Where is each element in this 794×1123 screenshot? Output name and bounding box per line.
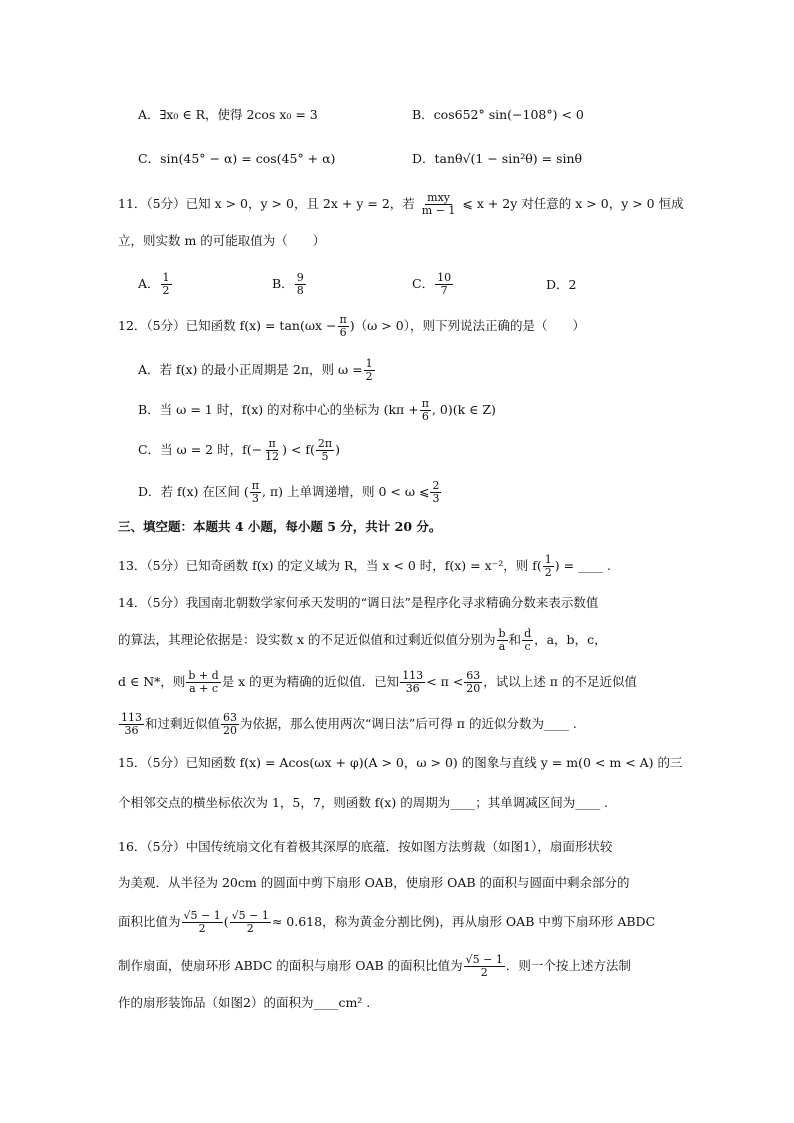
section-heading-fill-in: 三、填空题：本题共 4 小题，每小题 5 分，共计 20 分。 xyxy=(118,519,442,534)
q12-option-d-frac1 xyxy=(250,480,261,505)
q14-line3-f2d: 36 xyxy=(405,682,420,695)
q14-line4-f2d: 20 xyxy=(223,724,238,737)
q14-line3-fn: b + d xyxy=(188,669,219,682)
q12-option-d-num2: 2 xyxy=(432,479,440,492)
q14-line3 xyxy=(118,670,637,695)
q11-fraction xyxy=(420,192,458,217)
q14-line2-f2n: d xyxy=(524,627,532,640)
q14-line4-f2n: 63 xyxy=(223,711,238,724)
q16-line4-post: ．则一个按上述方法制 xyxy=(505,958,631,973)
q16-line4 xyxy=(118,954,631,979)
q14-line2-mid: 和 xyxy=(508,632,522,647)
q15-line2: 个相邻交点的横坐标依次为 1，5，7，则函数 f(x) 的周期为____；其单调减区间为____ . xyxy=(118,795,609,810)
q11-option-a xyxy=(138,272,173,297)
q12-option-c-num2: 2π xyxy=(317,437,333,450)
q14-line4-mid: 和过剩近似值 xyxy=(145,716,221,731)
q12-option-c-den2: 5 xyxy=(321,450,329,463)
q12-stem xyxy=(118,314,585,339)
q16-line3-frac2 xyxy=(230,910,271,935)
q16-line3 xyxy=(118,910,655,935)
q14-line3-f2n: 113 xyxy=(402,669,424,682)
q12-option-d-den2: 3 xyxy=(432,492,440,505)
q10-option-b: B．cos652° sin(−108°) < 0 xyxy=(412,107,584,122)
q14-line4-frac1 xyxy=(119,712,144,737)
q14-line2-f1d: a xyxy=(498,640,506,653)
q11-frac-den: m − 1 xyxy=(421,204,456,217)
q16-line3-f2d: 2 xyxy=(246,922,254,935)
q11-stem-pre: 11．（5分）已知 x > 0，y > 0，且 2x + y = 2，若 xyxy=(118,196,415,211)
q14-line4-fd: 36 xyxy=(124,724,139,737)
q12-option-c-mid: ) < f( xyxy=(282,442,315,457)
q12-stem-num: π xyxy=(339,313,347,326)
q12-option-c-pre: C．当 ω = 2 时，f(− xyxy=(138,442,263,457)
q12-option-c-num1: π xyxy=(268,437,276,450)
q12-stem-den: 6 xyxy=(339,326,347,339)
q11-option-a-num: 1 xyxy=(162,271,170,284)
q14-line2-f2d: c xyxy=(524,640,531,653)
q16-line3-frac1 xyxy=(182,910,223,935)
q15-line1: 15．（5分）已知函数 f(x) = Acos(ωx + φ)(A > 0，ω > 0) 的图象与直线 y = m(0 < m < A) 的三 xyxy=(118,755,683,770)
q16-line4-frac xyxy=(464,954,505,979)
q11-stem-post: ⩽ x + 2y 对任意的 x > 0，y > 0 恒成 xyxy=(462,196,684,211)
q13-frac-den: 2 xyxy=(544,566,552,579)
q16-line3-fn: √5 − 1 xyxy=(183,909,221,922)
q13-stem xyxy=(118,554,611,579)
q11-option-b-label: B． xyxy=(272,276,294,291)
q12-option-b-frac xyxy=(420,398,431,423)
q12-option-a-frac xyxy=(364,358,375,383)
q14-line3-f3n: 63 xyxy=(466,669,481,682)
q12-option-b-den: 6 xyxy=(421,410,429,423)
q11-option-c-num: 10 xyxy=(437,271,452,284)
q12-stem-pre: 12．（5分）已知函数 f(x) = tan(ωx − xyxy=(118,318,337,333)
q12-option-c-frac1 xyxy=(263,438,281,463)
q11-option-b-num: 9 xyxy=(296,271,304,284)
q11-option-b-den: 8 xyxy=(296,284,304,297)
q16-line3-mid: ( xyxy=(223,914,229,929)
q11-stem-line2: 立，则实数 m 的可能取值为（ ） xyxy=(118,233,326,248)
q11-option-c-frac xyxy=(435,272,453,297)
q14-line2-frac2 xyxy=(522,628,533,653)
q16-line3-f2n: √5 − 1 xyxy=(231,909,269,922)
q14-line2-pre: 的算法，其理论依据是：设实数 x 的不足近似值和过剩近似值分别为 xyxy=(118,632,496,647)
q12-option-d-den1: 3 xyxy=(251,492,259,505)
q12-option-b-num: π xyxy=(421,397,429,410)
q13-frac-num: 1 xyxy=(544,553,552,566)
q12-option-d-frac2 xyxy=(430,480,441,505)
q14-line3-frac1 xyxy=(186,670,220,695)
q14-line3-frac3 xyxy=(464,670,482,695)
q14-line3-pre: d ∈ N*，则 xyxy=(118,674,186,689)
q14-line4-post: 为依据，那么使用两次“调日法”后可得 π 的近似分数为____ . xyxy=(240,716,577,731)
q12-option-a-num: 1 xyxy=(365,357,373,370)
q12-option-b-pre: B．当 ω = 1 时，f(x) 的对称中心的坐标为 (kπ + xyxy=(138,402,419,417)
q16-line4-fn: √5 − 1 xyxy=(465,953,503,966)
q16-line3-pre: 面积比值为 xyxy=(118,914,181,929)
q14-line2-frac1 xyxy=(497,628,508,653)
q14-line3-frac2 xyxy=(400,670,425,695)
q11-option-a-frac xyxy=(161,272,172,297)
q12-option-a-den: 2 xyxy=(365,370,373,383)
q11-option-a-label: A． xyxy=(138,276,160,291)
q11-option-c-label: C． xyxy=(412,276,435,291)
q12-option-d-mid: , π) 上单调递增，则 0 < ω ⩽ xyxy=(261,484,430,499)
q12-option-a xyxy=(138,358,376,383)
q11-option-d: D．2 xyxy=(546,277,577,292)
q14-line3-mid: 是 x 的更为精确的近似值．已知 xyxy=(221,674,400,689)
q13-stem-post: ) = ____ . xyxy=(554,558,611,573)
q14-line3-f3d: 20 xyxy=(466,682,481,695)
q12-option-c xyxy=(138,438,340,463)
q16-line4-pre: 制作扇面，使扇环形 ABDC 的面积与扇形 OAB 的面积比值为 xyxy=(118,958,463,973)
q16-line2: 为美观．从半径为 20cm 的圆面中剪下扇形 OAB，使扇形 OAB 的面积与圆面中剩余部分的 xyxy=(118,875,630,890)
q11-option-b-frac xyxy=(295,272,306,297)
q14-line1: 14．（5分）我国南北朝数学家何承天发明的“调日法”是程序化寻求精确分数来表示数值 xyxy=(118,595,599,610)
q12-option-d-pre: D．若 f(x) 在区间 ( xyxy=(138,484,249,499)
q11-option-c-den: 7 xyxy=(440,284,448,297)
q14-line3-post: ，试以上述 π 的不足近似值 xyxy=(483,674,637,689)
q12-stem-frac xyxy=(338,314,349,339)
q13-frac xyxy=(543,554,554,579)
q12-option-c-den1: 12 xyxy=(265,450,280,463)
q16-line3-fd: 2 xyxy=(198,922,206,935)
q12-stem-post: )（ω > 0），则下列说法正确的是（ ） xyxy=(349,318,585,333)
q12-option-d xyxy=(138,480,442,505)
q16-line3-post: ≈ 0.618，称为黄金分割比例)，再从扇形 OAB 中剪下扇环形 ABDC xyxy=(271,914,656,929)
q12-option-b-post: , 0)(k ∈ Z) xyxy=(431,402,496,417)
q12-option-a-pre: A．若 f(x) 的最小正周期是 2π，则 ω = xyxy=(138,362,363,377)
q16-line4-fd: 2 xyxy=(480,966,488,979)
q16-line5: 作的扇形装饰品（如图2）的面积为____cm² . xyxy=(118,995,371,1010)
q14-line4 xyxy=(118,712,577,737)
q16-line1: 16．（5分）中国传统扇文化有着极其深厚的底蕴．按如图方法剪裁（如图1），扇面形状较 xyxy=(118,839,613,854)
q14-line2 xyxy=(118,628,607,653)
q11-stem-line1 xyxy=(118,192,684,217)
q14-line3-fd: a + c xyxy=(189,682,218,695)
q10-option-c: C．sin(45° − α) = cos(45° + α) xyxy=(138,151,336,166)
q14-line3-lt: < π < xyxy=(426,674,464,689)
q12-option-d-num1: π xyxy=(251,479,259,492)
q14-line4-fn: 113 xyxy=(121,711,142,724)
q10-option-d: D．tanθ√(1 − sin²θ) = sinθ xyxy=(412,151,583,166)
q12-option-b xyxy=(138,398,496,423)
q12-option-c-post: ) xyxy=(335,442,340,457)
q11-frac-num: mxy xyxy=(427,191,451,204)
q14-line4-frac2 xyxy=(221,712,239,737)
q14-line2-post: ，a，b，c， xyxy=(534,632,607,647)
q10-option-a: A．∃x₀ ∈ R，使得 2cos x₀ = 3 xyxy=(138,107,318,122)
q11-option-a-den: 2 xyxy=(162,284,170,297)
q12-option-c-frac2 xyxy=(316,438,334,463)
q13-stem-pre: 13．（5分）已知奇函数 f(x) 的定义域为 R，当 x < 0 时，f(x) = x⁻²，则 f( xyxy=(118,558,542,573)
q11-option-c xyxy=(412,272,454,297)
q11-option-b xyxy=(272,272,307,297)
q14-line2-f1n: b xyxy=(498,627,506,640)
